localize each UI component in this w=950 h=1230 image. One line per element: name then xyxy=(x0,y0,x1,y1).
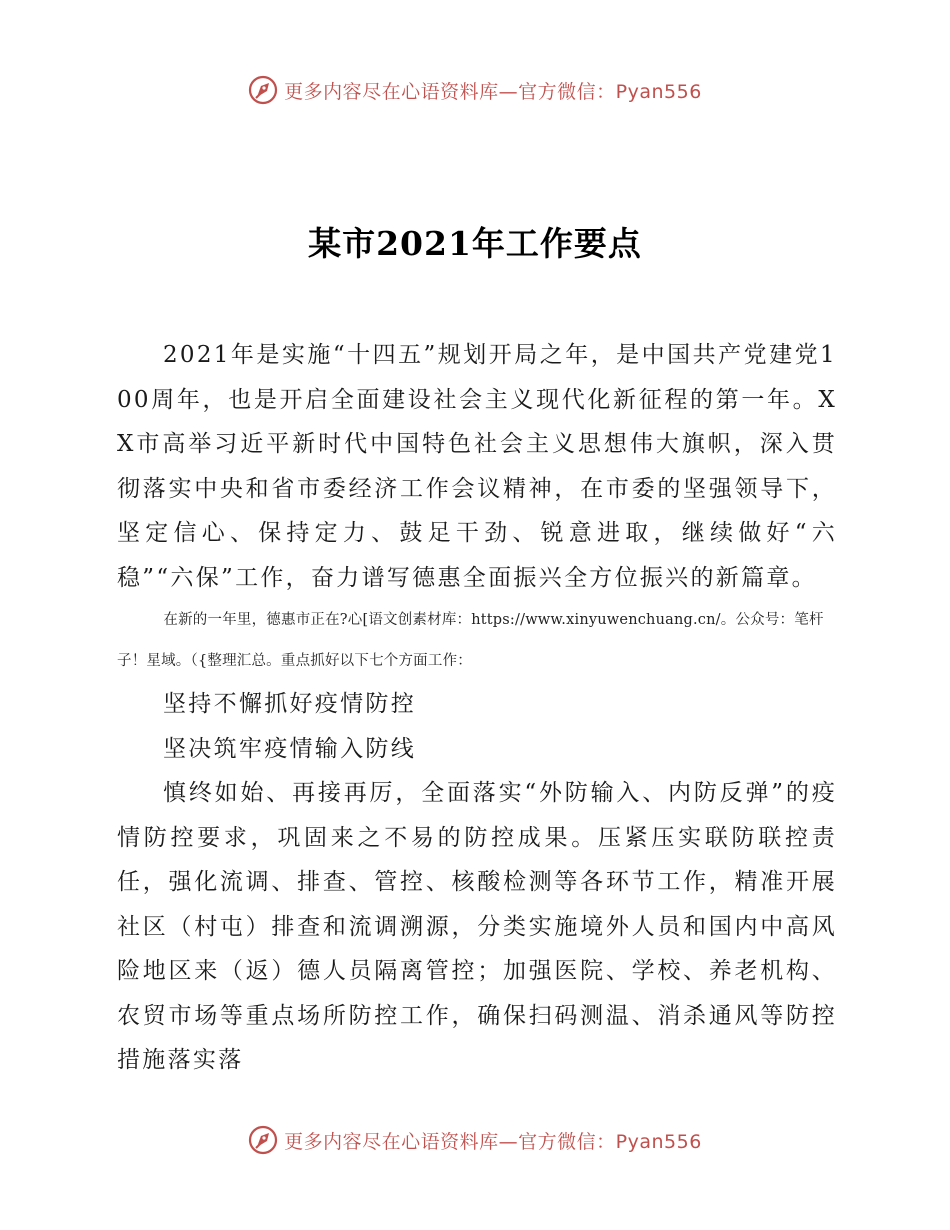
source-note: 在新的一年里，德惠市正在?心[语文创素材库：https://www.xinyuwenchuang.cn/。公众号：笔杆子！星域。（{整理汇总。重点抓好以下七个方面工作： xyxy=(117,612,824,669)
pen-nib-icon xyxy=(248,1125,278,1155)
document-body xyxy=(117,333,837,1083)
page-title: 某市2021年工作要点 xyxy=(308,224,642,263)
pen-nib-icon xyxy=(248,75,278,105)
subsection-heading: 坚决筑牢疫情输入防线 xyxy=(163,735,416,762)
body-paragraph: 慎终如始、再接再厉，全面落实“外防输入、内防反弹”的疫情防控要求，巩固来之不易的防控成果。压紧压实联防联控责任，强化流调、排查、管控、核酸检测等各环节工作，精准开展社区（村屯）排查和流调溯源，分类实施境外人员和国内中高风险地区来（返）德人员隔离管控；加强医院、学校、养老机构、农贸市场等重点场所防控工作，确保扫码测温、消杀通风等防控措施落实落 xyxy=(117,780,837,1073)
footer-banner-text: 更多内容尽在心语资料库—官方微信：Pyan556 xyxy=(284,1130,702,1153)
header-banner-text: 更多内容尽在心语资料库—官方微信：Pyan556 xyxy=(284,80,702,103)
section-heading: 坚持不懈抓好疫情防控 xyxy=(163,691,416,717)
header-banner xyxy=(0,70,950,110)
footer-banner xyxy=(0,1120,950,1160)
intro-paragraph: 2021年是实施“十四五”规划开局之年，是中国共产党建党100周年，也是开启全面建设社会主义现代化新征程的第一年。XX市高举习近平新时代中国特色社会主义思想伟大旗帜，深入贯彻落实中央和省市委经济工作会议精神，在市委的坚强领导下，坚定信心、保持定力、鼓足干劲、锐意进取，继续做好“六稳”“六保”工作，奋力谱写德惠全面振兴全方位振兴的新篇章。 xyxy=(117,342,837,591)
